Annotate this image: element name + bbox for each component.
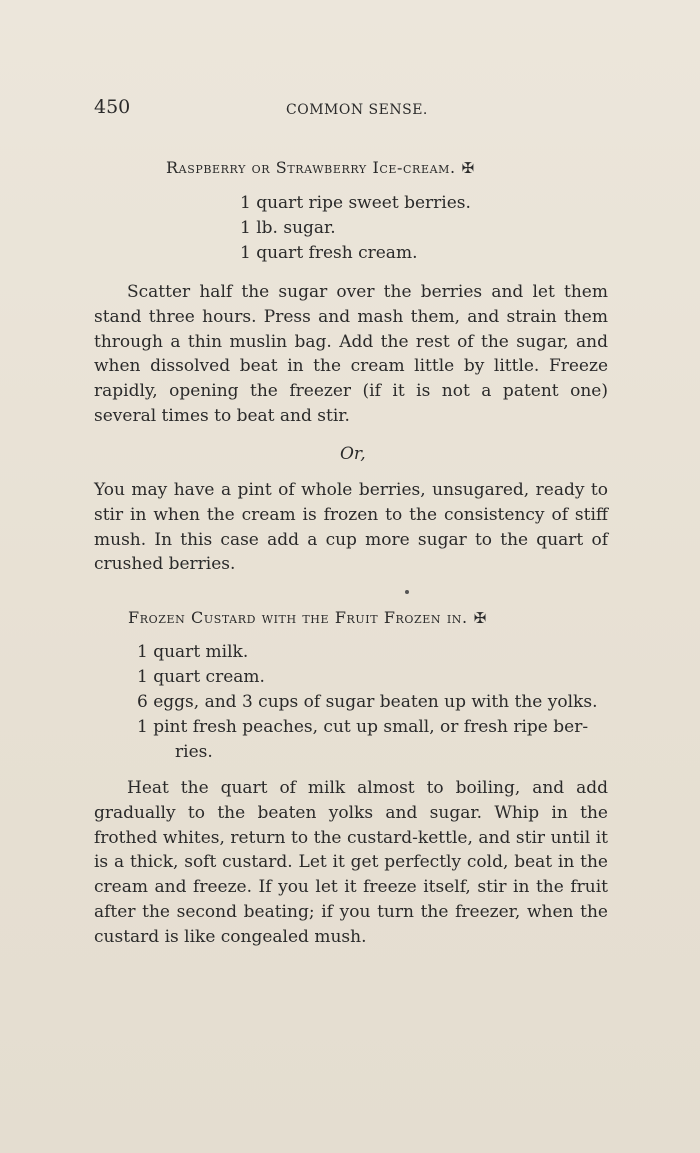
directions-custard: Heat the quart of milk almost to boiling, and add gradually to the beaten yolks and sugar. Whip in the frothed whites, return to the custard-kettle, and stir until it is a thick, soft custard. Let it get perfectly cold, beat in the cream and freeze. If you let it freeze itself, stir in the fruit after the second beating; if you turn the freezer, when the custard is like congealed mush.	[94, 778, 608, 947]
recipe-title-text: Raspberry or Strawberry Ice-cream.	[166, 158, 456, 177]
running-title: COMMON SENSE.	[286, 102, 428, 118]
ingredient-list-custard	[137, 640, 597, 765]
ingredient-item: 1 lb. sugar.	[240, 218, 336, 238]
recipe-title-text: Frozen Custard with the Fruit Frozen in.	[128, 608, 468, 627]
ingredient-item: 6 eggs, and 3 cups of sugar beaten up with the yolks.	[137, 692, 598, 712]
running-head	[94, 96, 614, 124]
print-speck	[405, 590, 409, 594]
alternative-directions: You may have a pint of whole berries, unsugared, ready to stir in when the cream is frozen to the consistency of stiff mush. In this case add a cup more sugar to the quart of crushed berries.	[94, 480, 608, 575]
maltese-cross-icon: ✠	[473, 609, 487, 627]
page-number: 450	[94, 96, 131, 118]
recipe-title-frozen-custard	[128, 608, 487, 627]
ingredient-item: 1 quart milk.	[137, 642, 249, 662]
ingredient-item-continuation: ries.	[175, 742, 213, 762]
directions-raspberry: Scatter half the sugar over the berries and let them stand three hours. Press and mash them, and strain them through a thin muslin bag. Add the rest of the sugar, and when dissolved beat in the cream little by little. Freeze rapidly, opening the freezer (if it is not a patent one) several times to beat and stir.	[94, 282, 608, 426]
maltese-cross-icon: ✠	[461, 159, 475, 177]
ingredient-item: 1 quart ripe sweet berries.	[240, 193, 471, 213]
ingredient-item: 1 quart fresh cream.	[240, 243, 418, 263]
or-separator: Or,	[340, 444, 366, 464]
ingredient-item: 1 quart cream.	[137, 667, 265, 687]
ingredient-item: 1 pint fresh peaches, cut up small, or fresh ripe ber-	[137, 717, 589, 737]
recipe-title-raspberry	[166, 158, 475, 177]
ingredient-list-raspberry	[240, 191, 471, 266]
